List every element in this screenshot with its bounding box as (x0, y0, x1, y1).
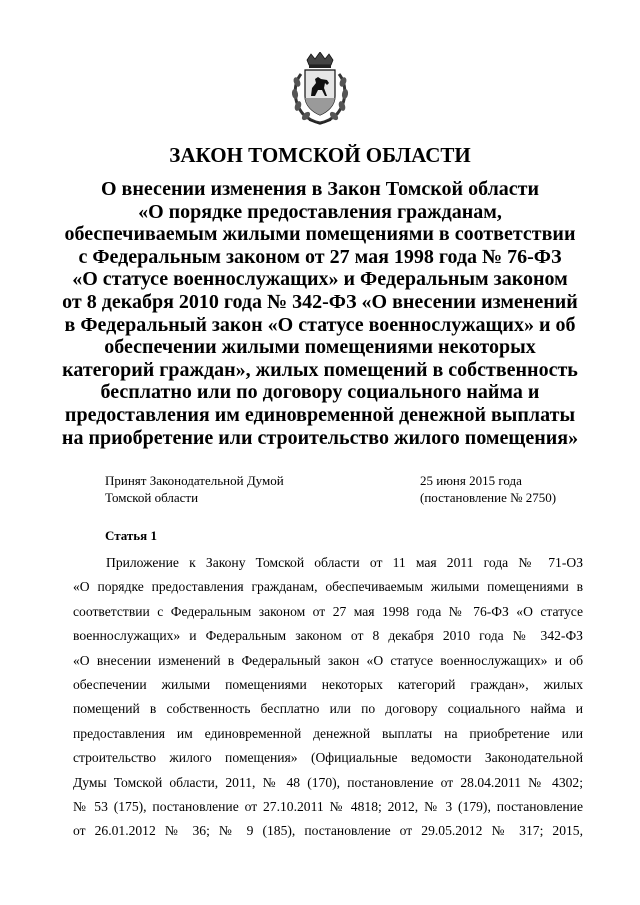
law-title-line: на приобретение или строительство жилого помещения» (61, 426, 579, 449)
article-body-line: Думы Томской области, 2011, № 48 (170), постановление от 28.04.2011 № 4302; (73, 774, 583, 790)
law-title-line: предоставления им единовременной денежной выплаты (64, 403, 576, 426)
law-title-line: обеспечении жилыми помещениями некоторых (104, 336, 536, 359)
law-heading: ЗАКОН ТОМСКОЙ ОБЛАСТИ (169, 143, 471, 167)
law-title-line: бесплатно или по договору социального найма и (100, 381, 540, 404)
law-title (60, 178, 580, 449)
law-title-line: «О порядке предоставления гражданам, (138, 200, 502, 223)
article-body-line: № 53 (175), постановление от 27.10.2011 № 4818; 2012, № 3 (179), постановление (73, 798, 583, 814)
article-body-line: помещений в собственность бесплатно или по договору социального найма и (73, 701, 583, 717)
law-title-line: в Федеральный закон «О статусе военнослужащих» и об (64, 313, 576, 336)
law-title-line: от 8 декабря 2010 года № 342-ФЗ «О внесении изменений (62, 290, 578, 313)
article-body-line: от 26.01.2012 № 36; № 9 (185), постановление от 29.05.2012 № 317; 2015, (73, 823, 583, 839)
law-title-line: обеспечиваемым жилыми помещениями в соответствии (64, 223, 576, 246)
law-title-line: с Федеральным законом от 27 мая 1998 года № 76-ФЗ (78, 245, 562, 268)
adoption-date-line: 25 июня 2015 года (420, 473, 522, 488)
article-body-line: Приложение к Закону Томской области от 11 мая 2011 года № 71-ОЗ (106, 555, 583, 570)
adoption-date (420, 472, 600, 506)
article-heading: Статья 1 (105, 528, 157, 543)
article-body (73, 551, 583, 844)
article-body-line: предоставления им единовременной денежной выплаты на приобретение или (73, 725, 583, 741)
adopting-body (105, 472, 365, 506)
article-body-line: военнослужащих» и Федеральным законом от 8 декабря 2010 года № 342-ФЗ (73, 628, 583, 644)
article-body-line: строительство жилого помещения» (Официальные ведомости Законодательной (73, 750, 583, 766)
tomsk-region-coat-of-arms-icon (289, 52, 351, 126)
resolution-number: (постановление № 2750) (420, 490, 557, 505)
law-title-line: «О статусе военнослужащих» и Федеральным законом (72, 268, 568, 291)
adopting-body-line: Принят Законодательной Думой (105, 473, 284, 488)
law-title-line: категорий граждан», жилых помещений в собственность (62, 358, 578, 381)
article-body-line: «О порядке предоставления гражданам, обеспечиваемым жилыми помещениями в (73, 579, 583, 595)
article-body-line: «О внесении изменений в Федеральный закон «О статусе военнослужащих» и об (73, 652, 583, 668)
law-title-line: О внесении изменения в Закон Томской области (100, 178, 540, 200)
article-body-line: обеспечении жилыми помещениями некоторых категорий граждан», жилых (73, 676, 583, 692)
adopting-body-line: Томской области (105, 490, 199, 505)
article-body-line: соответствии с Федеральным законом от 27 мая 1998 года № 76-ФЗ «О статусе (73, 603, 583, 619)
